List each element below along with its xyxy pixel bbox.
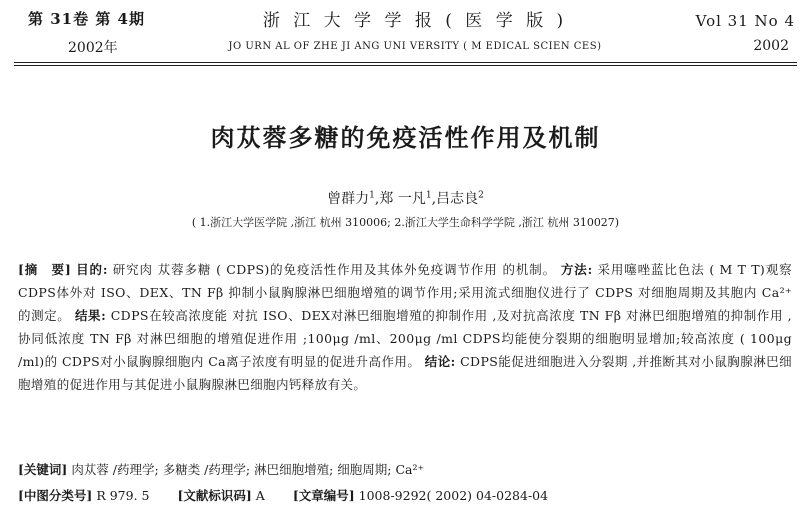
objective-label: 目的:	[76, 262, 108, 277]
objective-text: 研究肉 苁蓉多糖 ( CDPS)的免疫活性作用及其体外免疫调节作用 的机制。	[107, 262, 557, 277]
volume-issue-cn: 第 31卷 第 4期	[28, 10, 145, 28]
conclusion-text: CDPS能促进细胞进入分裂期 ,并推断其对小鼠胸腺淋巴细胞增殖的促进作用与其促进小鼠胸腺淋巴细胞内钙释放有关。	[18, 354, 792, 392]
author-1-affil: 1	[369, 190, 375, 201]
journal-title-cn: 浙 江 大 学 学 报 ( 医 学 版 )	[262, 11, 568, 31]
author-2: ,郑 一凡	[374, 191, 426, 207]
abstract	[18, 258, 792, 396]
classification-line	[18, 486, 792, 504]
header-left	[28, 8, 178, 57]
conclusion-label: 结论:	[424, 354, 456, 369]
author-3: ,吕志良	[431, 191, 479, 207]
affiliations: ( 1.浙江大学医学院 ,浙江 杭州 310006; 2.浙江大学生命科学学院 ,浙江 杭州 310027)	[191, 216, 620, 229]
clc-label: [中图分类号]	[18, 488, 93, 503]
author-3-affil: 2	[478, 190, 484, 201]
journal-title-en: JO URN AL OF ZHE JI ANG UNI VERSITY ( M EDICAL SCIEN CES)	[228, 41, 602, 52]
article-no-value: 1008-9292( 2002) 04-0284-04	[358, 488, 549, 503]
method-text: 采用噻唑蓝比色法 ( M T T)观察 CDPS体外对 ISO、DEX、TN Fβ 抑制小鼠胸腺淋巴细胞增殖的调节作用;采用流式细胞仪进行了 CDPS 对细胞周期及其胞内 Ca²⁺ 的测定。	[18, 262, 792, 323]
author-2-affil: 1	[425, 190, 432, 201]
volume-issue-en: Vol 31 No 4	[695, 12, 795, 30]
year-cn: 2002年	[68, 40, 118, 56]
result-text: CDPS在较高浓度能 对抗 ISO、DEX对淋巴细胞增殖的抑制作用 ,及对抗高浓度 TN Fβ 对淋巴细胞增殖的抑制作用 ,协同低浓度 TN Fβ 对淋巴细胞的增殖促进作用 ;100μg /ml、200μg /ml CDPS均能使分裂期的细胞明显增加;较高浓度 ( 100μg /ml)的 CDPS对小鼠胸腺细胞内 Ca离子浓度有明显的促进升高作用。	[18, 308, 792, 369]
header-right	[650, 12, 795, 54]
author-list	[0, 188, 811, 208]
header-rule-top	[14, 62, 797, 63]
doc-code-label: [文献标识码]	[177, 488, 252, 503]
article-title: 肉苁蓉多糖的免疫活性作用及机制	[210, 123, 601, 152]
journal-header	[200, 6, 630, 52]
clc-value: R 979. 5	[96, 488, 150, 503]
header-rule-bottom	[14, 65, 797, 66]
doc-code-value: A	[255, 488, 265, 503]
keywords	[18, 460, 792, 478]
method-label: 方法:	[560, 262, 593, 277]
year-en: 2002	[753, 38, 789, 54]
author-1: 曾群力	[327, 191, 370, 207]
article-no-label: [文章编号]	[292, 488, 355, 503]
result-label: 结果:	[74, 308, 107, 323]
keywords-label: [关键词]	[18, 462, 68, 477]
keywords-text: 肉苁蓉 /药理学; 多糖类 /药理学; 淋巴细胞增殖; 细胞周期; Ca²⁺	[71, 462, 425, 477]
abstract-label: [摘 要]	[18, 262, 72, 277]
